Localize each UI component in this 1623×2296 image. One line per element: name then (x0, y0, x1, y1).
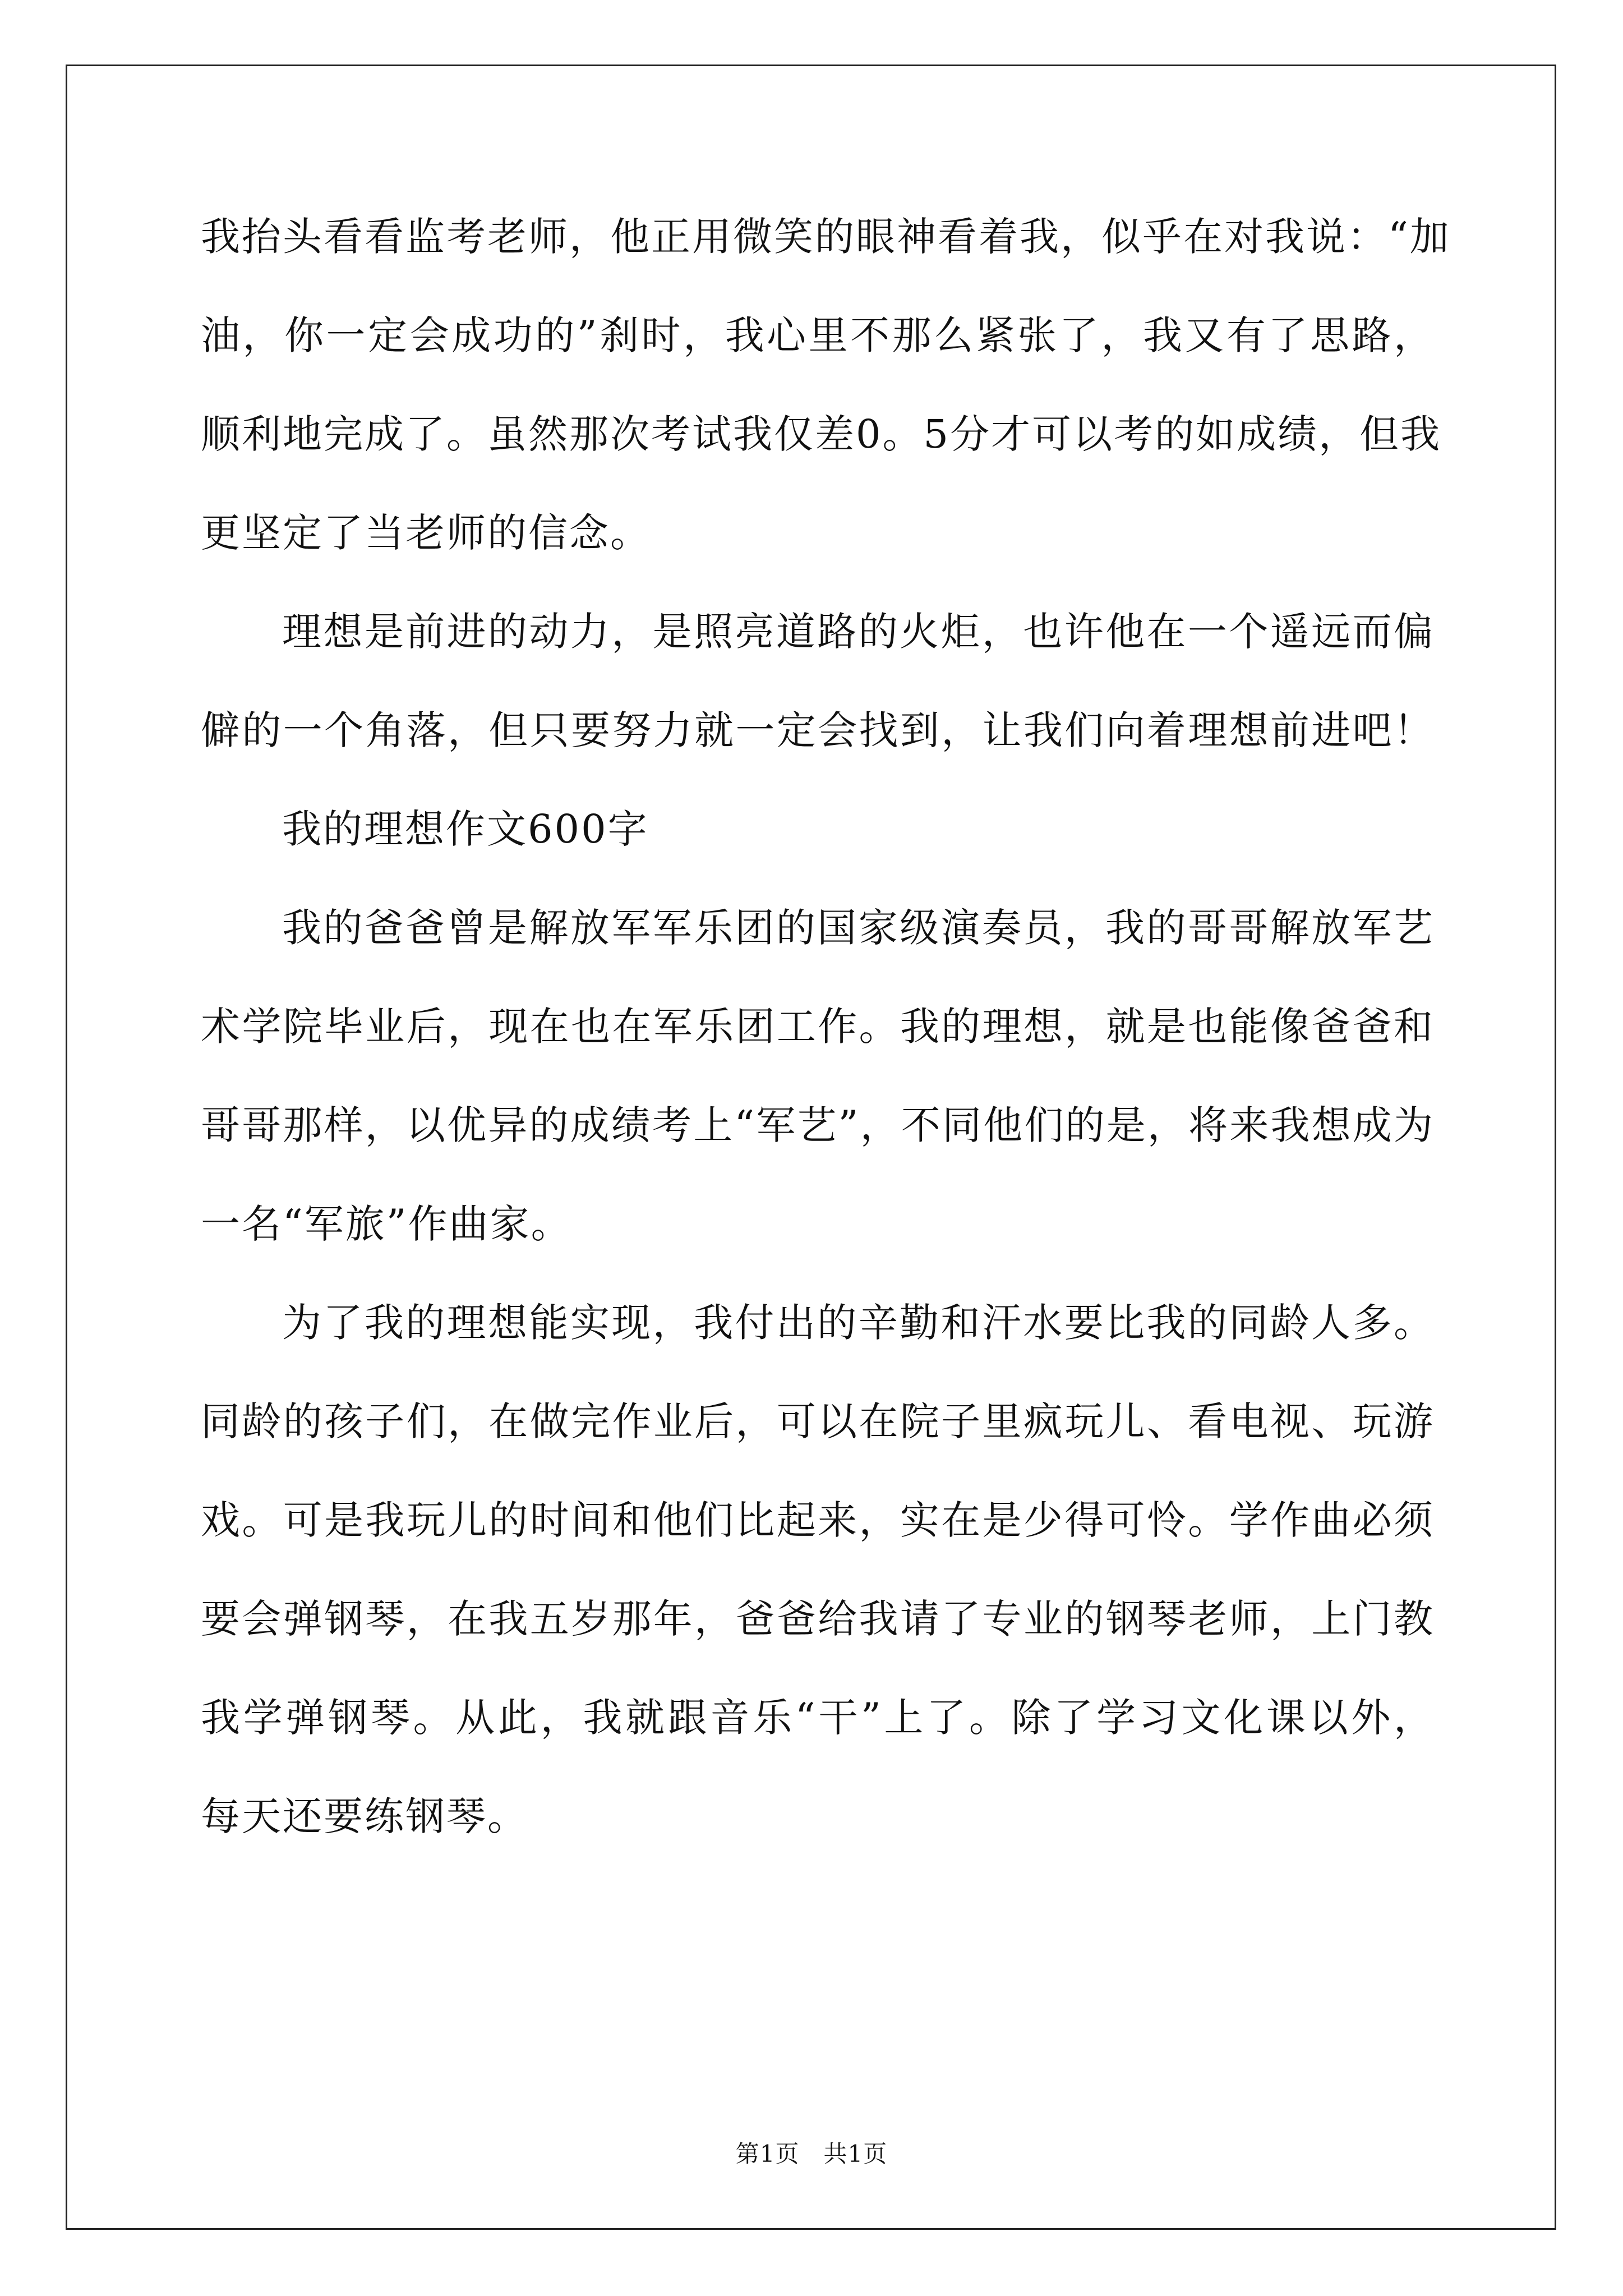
text-line: 同龄的孩子们，在做完作业后，可以在院子里疯玩儿、看电视、玩游 (201, 1398, 1435, 1444)
text-line: 僻的一个角落，但只要努力就一定会找到，让我们向着理想前进吧！ (201, 707, 1435, 753)
text-line: 我学弹钢琴。从此，我就跟音乐“干”上了。除了学习文化课以外， (201, 1695, 1435, 1741)
text-line: 术学院毕业后，现在也在军乐团工作。我的理想，就是也能像爸爸和 (201, 1004, 1435, 1050)
text-line: 油，你一定会成功的”刹时，我心里不那么紧张了，我又有了思路， (201, 312, 1435, 358)
text-line: 每天还要练钢琴。 (201, 1793, 528, 1839)
page-footer: 第1页 共1页 (735, 2140, 888, 2168)
text-line: 我抬头看看监考老师，他正用微笑的眼神看着我，似乎在对我说：“加 (201, 214, 1451, 260)
essay-title: 我的理想作文600字 (282, 806, 649, 852)
paragraph-start-line: 理想是前进的动力，是照亮道路的火炬，也许他在一个遥远而偏 (282, 609, 1435, 655)
text-line: 要会弹钢琴，在我五岁那年，爸爸给我请了专业的钢琴老师，上门教 (201, 1596, 1435, 1642)
paragraph-start-line: 为了我的理想能实现，我付出的辛勤和汗水要比我的同龄人多。 (282, 1300, 1435, 1346)
text-line: 更坚定了当老师的信念。 (201, 510, 651, 556)
text-line: 一名“军旅”作曲家。 (201, 1201, 572, 1247)
text-line: 顺利地完成了。虽然那次考试我仅差0。5分才可以考的如成绩，但我 (201, 411, 1442, 457)
text-line: 哥哥那样，以优异的成绩考上“军艺”，不同他们的是，将来我想成为 (201, 1102, 1435, 1148)
document-body (201, 208, 1451, 1886)
text-line: 戏。可是我玩儿的时间和他们比起来，实在是少得可怜。学作曲必须 (201, 1497, 1435, 1543)
paragraph-start-line: 我的爸爸曾是解放军军乐团的国家级演奏员，我的哥哥解放军艺 (282, 905, 1435, 951)
